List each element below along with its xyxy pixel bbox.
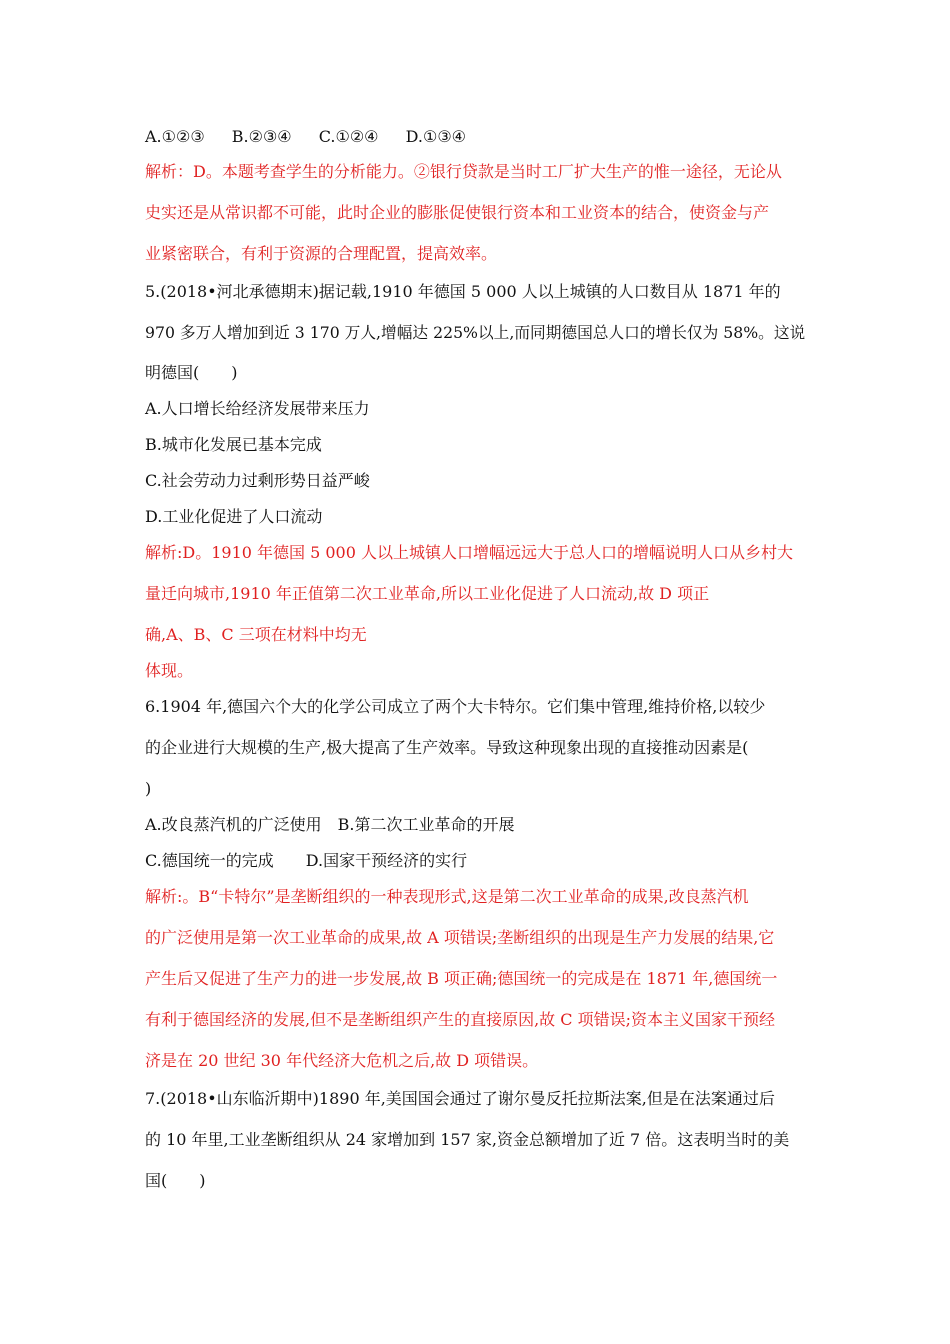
q4-option-b: B.②③④ xyxy=(231,127,292,146)
q4-option-c: C.①②④ xyxy=(318,127,379,146)
q5-analysis-line: 解析:D。1910 年德国 5 000 人以上城镇人口增幅远远大于总人口的增幅说明人口从乡村大 xyxy=(145,543,794,562)
q6-stem-line: ) xyxy=(145,779,152,798)
q6-analysis-line: 济是在 20 世纪 30 年代经济大危机之后,故 D 项错误。 xyxy=(145,1051,539,1070)
q4-options xyxy=(145,127,466,147)
q6-analysis-line: 产生后又促进了生产力的进一步发展,故 B 项正确;德国统一的完成是在 1871 年,德国统一 xyxy=(145,969,778,988)
q6-stem-line: 的企业进行大规模的生产,极大提高了生产效率。导致这种现象出现的直接推动因素是( xyxy=(145,738,749,757)
q7-stem-line: 7.(2018•山东临沂期中)1890 年,美国国会通过了谢尔曼反托拉斯法案,但是在法案通过后 xyxy=(145,1089,775,1108)
q5-analysis-line: 确,A、B、C 三项在材料中均无 xyxy=(145,625,367,644)
q6-options-cd: C.德国统一的完成 D.国家干预经济的实行 xyxy=(145,851,468,870)
q5-stem-line: 明德国( ) xyxy=(145,363,238,382)
q6-analysis-line: 解析:。B“卡特尔”是垄断组织的一种表现形式,这是第二次工业革命的成果,改良蒸汽机 xyxy=(145,887,749,906)
q5-option-b: B.城市化发展已基本完成 xyxy=(145,435,322,454)
q7-stem-line: 的 10 年里,工业垄断组织从 24 家增加到 157 家,资金总额增加了近 7 倍。这表明当时的美 xyxy=(145,1130,790,1149)
q6-stem-line: 6.1904 年,德国六个大的化学公司成立了两个大卡特尔。它们集中管理,维持价格,以较少 xyxy=(145,697,766,716)
q6-analysis-line: 的广泛使用是第一次工业革命的成果,故 A 项错误;垄断组织的出现是生产力发展的结果,它 xyxy=(145,928,775,947)
q5-analysis-line: 量迁向城市,1910 年正值第二次工业革命,所以工业化促进了人口流动,故 D 项正 xyxy=(145,584,710,603)
q5-option-d: D.工业化促进了人口流动 xyxy=(145,507,323,526)
q5-option-a: A.人口增长给经济发展带来压力 xyxy=(145,399,370,418)
q4-analysis-line: 解析：D。本题考查学生的分析能力。②银行贷款是当时工厂扩大生产的惟一途径，无论从 xyxy=(145,162,782,181)
q4-option-a: A.①②③ xyxy=(145,127,205,146)
q4-analysis-line: 史实还是从常识都不可能，此时企业的膨胀促使银行资本和工业资本的结合，使资金与产 xyxy=(145,203,770,222)
q7-stem-line: 国( ) xyxy=(145,1171,206,1190)
q5-stem-line: 5.(2018•河北承德期末)据记载,1910 年德国 5 000 人以上城镇的人口数目从 1871 年的 xyxy=(145,282,781,301)
q5-option-c: C.社会劳动力过剩形势日益严峻 xyxy=(145,471,370,490)
q5-analysis-line: 体现。 xyxy=(145,661,194,680)
q4-option-d: D.①③④ xyxy=(405,127,466,146)
q6-options-ab: A.改良蒸汽机的广泛使用 B.第二次工业革命的开展 xyxy=(145,815,515,834)
q4-analysis-line: 业紧密联合，有利于资源的合理配置，提高效率。 xyxy=(145,244,498,263)
q5-stem-line: 970 多万人增加到近 3 170 万人,增幅达 225%以上,而同期德国总人口的增长仅为 58%。这说 xyxy=(145,323,806,342)
q6-analysis-line: 有利于德国经济的发展,但不是垄断组织产生的直接原因,故 C 项错误;资本主义国家干预经 xyxy=(145,1010,775,1029)
